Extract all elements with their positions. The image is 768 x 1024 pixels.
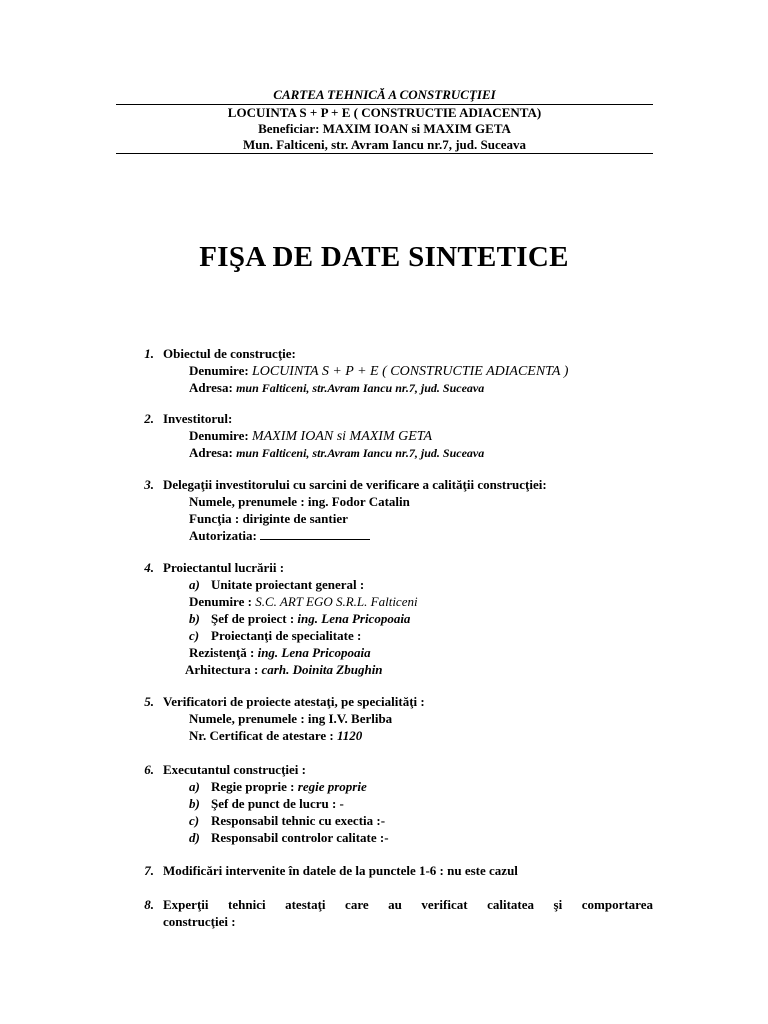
letter: b) — [189, 796, 200, 811]
value: mun Falticeni, str.Avram Iancu nr.7, jud. Suceava — [236, 381, 485, 395]
label: Denumire: — [189, 428, 249, 443]
label: Denumire : — [189, 594, 252, 609]
label: Denumire: — [189, 363, 249, 378]
letter: a) — [189, 577, 200, 592]
section-1-heading: Obiectul de construcţie: — [163, 346, 296, 361]
section-2-number: 2. — [144, 411, 154, 426]
section-2-name-line — [189, 427, 432, 445]
section-6-item-d — [189, 829, 389, 846]
section-5-number: 5. — [144, 694, 154, 709]
letter: b) — [189, 611, 200, 626]
value: regie proprie — [297, 779, 367, 794]
section-4-heading: Proiectantul lucrării : — [163, 560, 285, 575]
section-2-heading: Investitorul: — [163, 411, 233, 426]
section-4-architecture-line — [185, 661, 383, 678]
header-rule-bottom — [116, 153, 653, 154]
label: Adresa: — [189, 445, 233, 460]
section-2-address-line — [189, 444, 484, 462]
section-3-number: 3. — [144, 477, 154, 492]
section-3-name-line: Numele, prenumele : ing. Fodor Catalin — [189, 494, 410, 509]
letter: c) — [189, 813, 200, 828]
section-4-structure-line — [189, 644, 371, 661]
section-5-certificate-line — [189, 727, 362, 744]
header-address: Mun. Falticeni, str. Avram Iancu nr.7, jud. Suceava — [242, 137, 526, 152]
section-6-number: 6. — [144, 762, 154, 777]
value: LOCUINTA S + P + E ( CONSTRUCTIE ADIACENTA ) — [251, 364, 569, 379]
section-6-item-a — [189, 778, 367, 795]
text: Responsabil controlor calitate :- — [211, 830, 389, 845]
text: Proiectanţi de specialitate : — [211, 628, 362, 643]
label: Regie proprie : — [211, 779, 295, 794]
section-4-number: 4. — [144, 560, 154, 575]
section-8-number: 8. — [144, 897, 154, 912]
section-1-name-line — [189, 362, 568, 380]
section-5-name-line: Numele, prenumele : ing I.V. Berliba — [189, 711, 393, 726]
section-5-heading: Verificatori de proiecte atestaţi, pe specialităţi : — [163, 694, 425, 709]
project-name: LOCUINTA S + P + E ( CONSTRUCTIE ADIACENTA) — [227, 105, 542, 120]
section-3-heading: Delegaţii investitorului cu sarcini de verificare a calităţii construcţiei: — [163, 477, 547, 492]
section-8-line-2: construcţiei : — [163, 914, 236, 929]
section-8-line-1: Experţii tehnici atestaţi care au verificat calitatea şi comportarea — [163, 897, 653, 912]
section-1-address-line — [189, 379, 484, 397]
section-4-item-a — [189, 576, 364, 593]
label: Adresa: — [189, 380, 233, 395]
letter: a) — [189, 779, 200, 794]
label: Rezistenţă : — [189, 645, 255, 660]
blank-underline — [260, 527, 370, 540]
letter: d) — [189, 830, 200, 845]
page-title: FIŞA DE DATE SINTETICE — [199, 241, 569, 273]
value: S.C. ART EGO S.R.L. Falticeni — [255, 594, 418, 609]
section-7-text: Modificări intervenite în datele de la punctele 1-6 : nu este cazul — [163, 863, 518, 878]
book-title: CARTEA TEHNICĂ A CONSTRUCŢIEI — [273, 87, 496, 102]
label: Autorizatia: — [189, 528, 257, 543]
letter: c) — [189, 628, 200, 643]
value: ing. Lena Pricopoaia — [297, 611, 411, 626]
value: carh. Doinita Zbughin — [261, 662, 383, 677]
section-6-item-b — [189, 795, 344, 812]
section-1-number: 1. — [144, 346, 154, 361]
value: 1120 — [337, 728, 363, 743]
text: Unitate proiectant general : — [211, 577, 365, 592]
value: mun Falticeni, str.Avram Iancu nr.7, jud. Suceava — [236, 446, 485, 460]
section-3-authorization-line — [189, 527, 370, 544]
text: Responsabil tehnic cu exectia :- — [211, 813, 386, 828]
section-6-heading: Executantul construcţiei : — [163, 762, 306, 777]
section-4-name-line — [189, 593, 418, 610]
label: Nr. Certificat de atestare : — [189, 728, 334, 743]
section-7-number: 7. — [144, 863, 154, 878]
value: ing. Lena Pricopoaia — [257, 645, 371, 660]
section-3-function-line: Funcţia : diriginte de santier — [189, 511, 348, 526]
section-6-item-c — [189, 812, 385, 829]
label: Arhitectura : — [185, 662, 259, 677]
beneficiary: Beneficiar: MAXIM IOAN si MAXIM GETA — [258, 121, 511, 136]
label: Şef de proiect : — [211, 611, 295, 626]
section-4-item-c — [189, 627, 361, 644]
text: Şef de punct de lucru : - — [211, 796, 344, 811]
section-4-item-b — [189, 610, 410, 627]
value: MAXIM IOAN si MAXIM GETA — [251, 429, 433, 444]
